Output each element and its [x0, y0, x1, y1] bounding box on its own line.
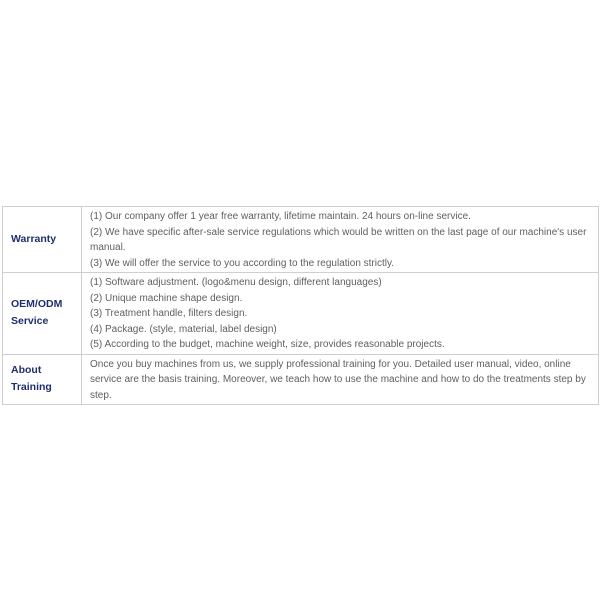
table-row-oem-odm: [3, 273, 599, 355]
training-label-line1: About: [11, 364, 42, 377]
training-content: [82, 354, 599, 405]
row-label-oem-odm: [3, 273, 82, 355]
service-info-table: [2, 206, 599, 405]
training-label-line2: Training: [11, 381, 52, 394]
warranty-item-3: (3) We will offer the service to you according to the regulation strictly.: [90, 257, 395, 269]
oem-odm-content: [82, 273, 599, 355]
oem-odm-item-5: (5) According to the budget, machine weight, size, provides reasonable projects.: [90, 339, 445, 350]
oem-odm-label-line2: Service: [11, 315, 49, 328]
warranty-label: Warranty: [11, 233, 57, 245]
oem-odm-item-1: (1) Software adjustment. (logo&menu design, different languages): [90, 277, 382, 288]
warranty-content: [82, 207, 599, 273]
training-text: Once you buy machines from us, we supply professional training for you. Detailed user manual, video, online service are the basis training. Moreover, we teach how to use the machine and how to do the treatments step by step.: [90, 358, 586, 401]
oem-odm-item-4: (4) Package. (style, material, label design): [90, 323, 277, 335]
oem-odm-label-line1: OEM/ODM: [11, 298, 63, 311]
warranty-item-2: (2) We have specific after-sale service regulations which would be written on the last page of our machine's user manual.: [90, 226, 587, 253]
oem-odm-item-2: (2) Unique machine shape design.: [90, 292, 243, 304]
oem-odm-item-3: (3) Treatment handle, filters design.: [90, 308, 248, 319]
warranty-item-1: (1) Our company offer 1 year free warranty, lifetime maintain. 24 hours on-line service.: [90, 211, 471, 222]
row-label-warranty: [3, 207, 82, 273]
table-row-training: [3, 354, 599, 405]
row-label-training: [3, 354, 82, 405]
table-row-warranty: [3, 207, 599, 273]
